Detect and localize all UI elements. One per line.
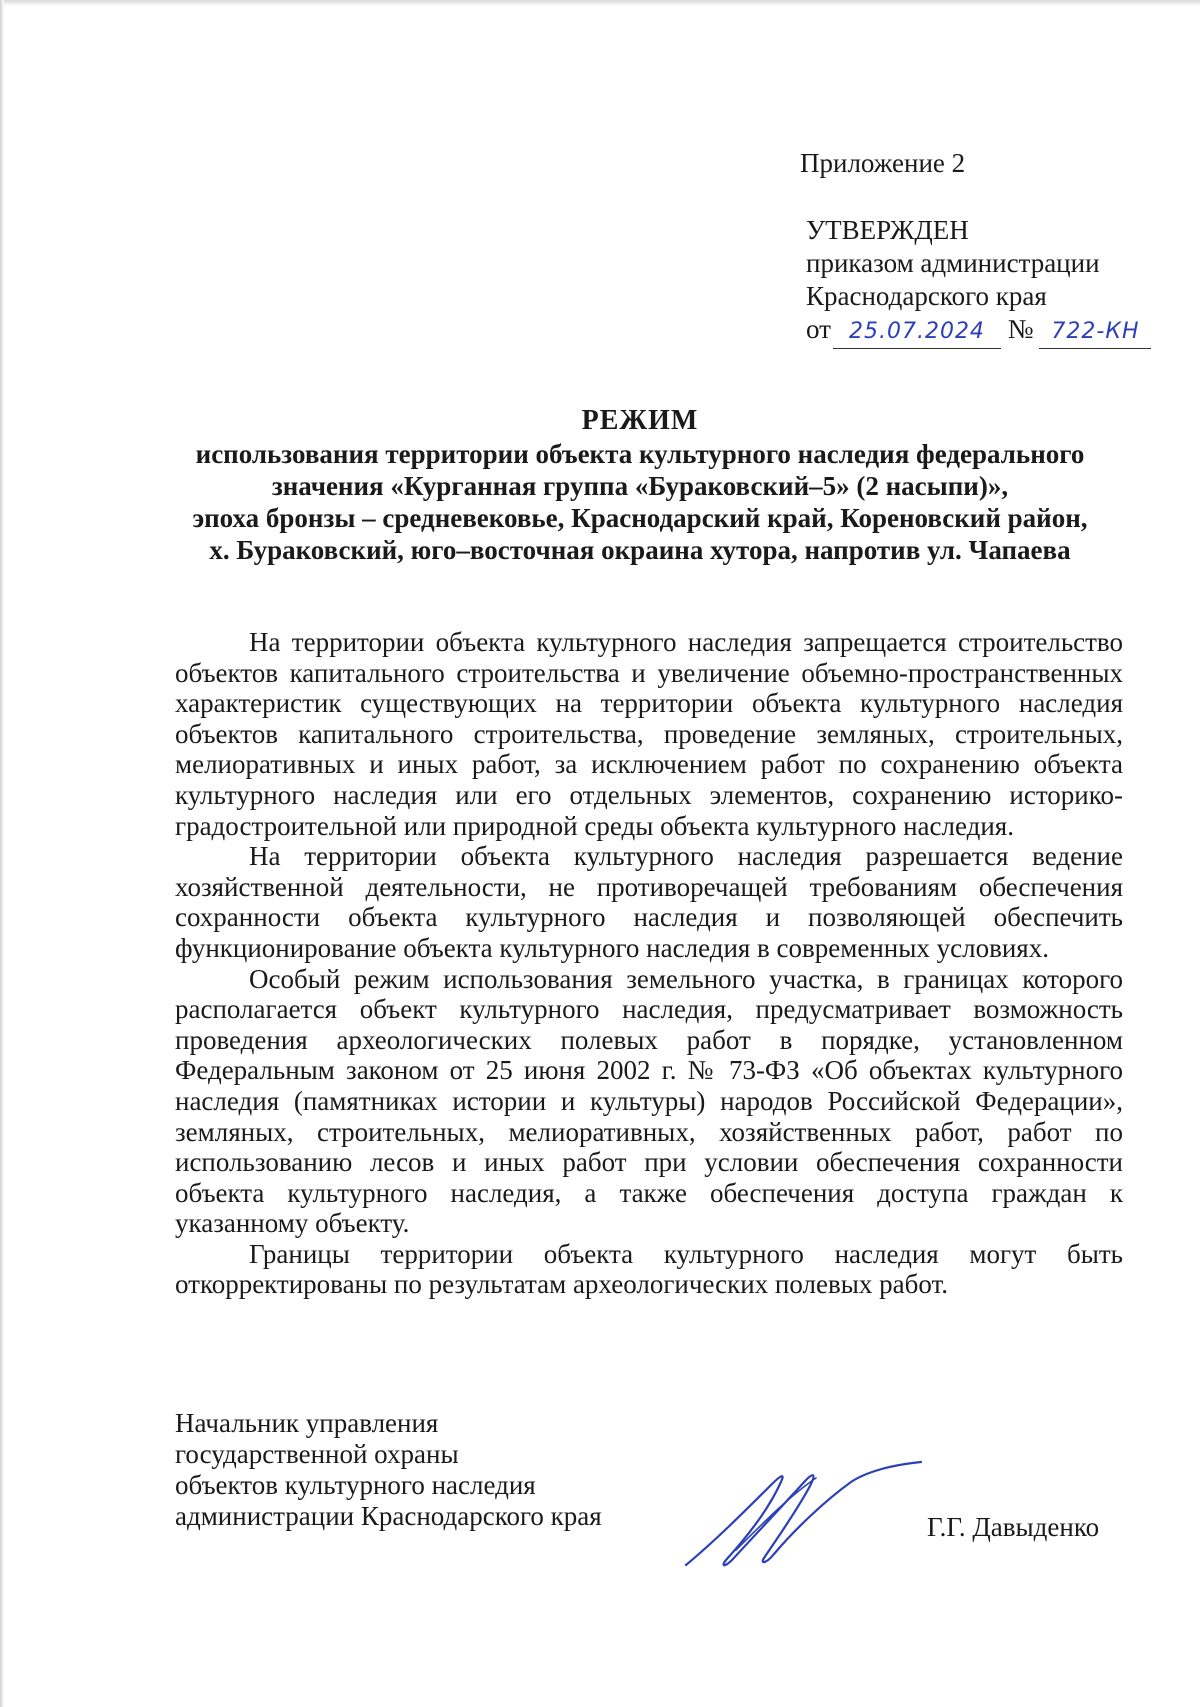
signer-line: объектов культурного наследия [175, 1470, 536, 1500]
signer-position [175, 1408, 602, 1532]
body-paragraph: Особый режим использования земельного участка, в границах которого располагается объект культурного наследия, предусматривает возможность проведения археологических полевых работ в порядке, установленном Федеральным законом от 25 июня 2002 г. № 73-ФЗ «Об объектах культурного наследия (памятниках истории и культуры) народов Российской Федерации», земляных, строительных, мелиоративных, хозяйственных работ, работ по использованию лесов и иных работ при условии обеспечения сохранности объекта культурного наследия, а также обеспечения доступа граждан к указанному объекту. [175, 963, 1123, 1239]
body-paragraph: На территории объекта культурного наследия разрешается ведение хозяйственной деятельности, не противоречащей требованиям обеспечения сохранности объекта культурного наследия и позволяющей обеспечить функционирование объекта культурного наследия в современных условиях. [175, 841, 1123, 963]
title-line: эпоха бронзы – средневековье, Краснодарский край, Кореновский район, [192, 503, 1088, 533]
approval-line: приказом администрации [806, 248, 1100, 278]
document-title [160, 404, 1120, 566]
title-line: использования территории объекта культурного наследия федерального [195, 439, 1085, 469]
signer-line: Начальник управления [175, 1408, 439, 1438]
handwritten-date: 25.07.2024 [833, 315, 1001, 349]
approval-line: Краснодарского края [806, 281, 1047, 311]
approval-date-line [806, 313, 1151, 349]
scan-edge-left [0, 0, 4, 1707]
body-paragraph: На территории объекта культурного наследия запрещается строительство объектов капитального строительства и увеличение объемно-пространственных характеристик существующих на территории объекта культурного наследия объектов капитального строительства, проведение земляных, строительных, мелиоративных и иных работ, за исключением работ по сохранению объекта культурного наследия или его отдельных элементов, сохранению историко-градостроительной или природной среды объекта культурного наследия. [175, 627, 1123, 841]
document-body [175, 627, 1123, 1300]
number-prefix: № [1007, 314, 1034, 344]
appendix-label: Приложение 2 [800, 148, 966, 178]
body-paragraph: Границы территории объекта культурного наследия могут быть откорректированы по результатам археологических полевых работ. [175, 1238, 1123, 1300]
signer-line: администрации Краснодарского края [175, 1501, 602, 1531]
title-main: РЕЖИМ [581, 405, 699, 436]
approval-block [806, 214, 1151, 349]
title-line: х. Бураковский, юго–восточная окраина хутора, напротив ул. Чапаева [209, 535, 1071, 565]
signer-name: Г.Г. Давыденко [927, 1512, 1100, 1542]
signer-line: государственной охраны [175, 1439, 459, 1469]
scan-edge-top [0, 0, 1200, 6]
date-prefix: от [806, 314, 831, 344]
handwritten-number: 722-КН [1039, 315, 1151, 349]
title-line: значения «Курганная группа «Бураковский–5» (2 насыпи)», [271, 471, 1009, 501]
handwritten-signature [676, 1450, 926, 1580]
approval-title: УТВЕРЖДЕН [806, 215, 969, 245]
